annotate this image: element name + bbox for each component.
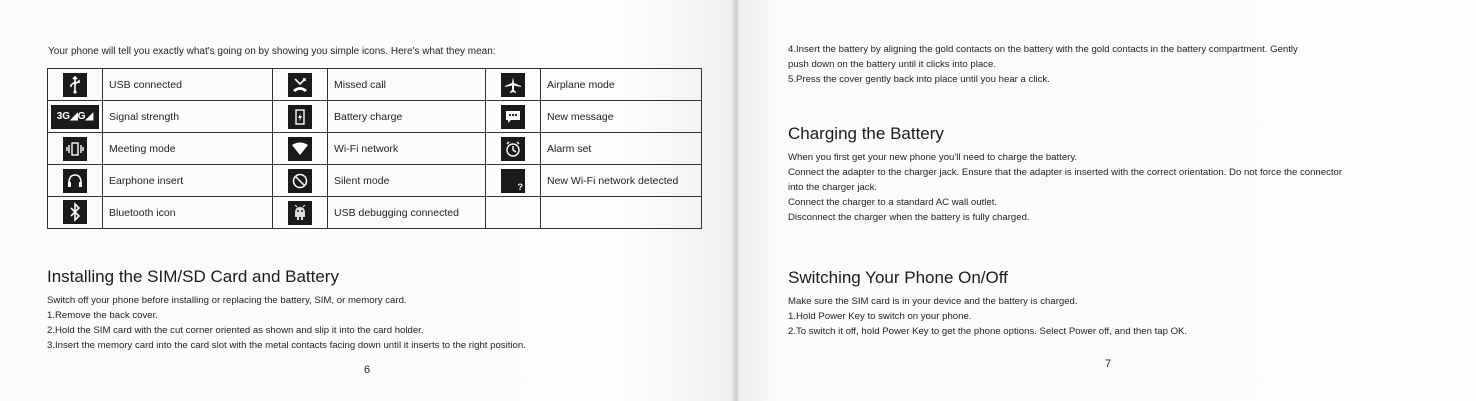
table-cell-icon <box>48 197 103 229</box>
table-cell-label: Signal strength <box>103 101 273 133</box>
battery-insert-steps <box>788 42 1448 87</box>
usb-icon <box>63 73 87 97</box>
table-cell-label: Airplane mode <box>541 69 702 101</box>
table-cell-icon <box>48 101 103 133</box>
charging-line: Connect the charger to a standard AC wall outlet. <box>788 197 998 208</box>
page-number-right: 7 <box>1105 358 1112 370</box>
table-row <box>48 197 702 229</box>
step-line: 5.Press the cover gently back into place until you hear a click. <box>788 74 1050 85</box>
page-number-left: 6 <box>364 364 371 376</box>
switching-line: 1.Hold Power Key to switch on your phone. <box>788 311 972 322</box>
step-line: 4.Insert the battery by aligning the gold contacts on the battery with the gold contacts in the battery compartment. Gently <box>788 44 1298 55</box>
table-cell-label: Silent mode <box>328 165 486 197</box>
charging-line: into the charger jack. <box>788 182 878 193</box>
sim-line: 3.Insert the memory card into the card slot with the metal contacts facing down until it inserts to the right position. <box>47 340 526 351</box>
switching-line: Make sure the SIM card is in your device and the battery is charged. <box>788 296 1078 307</box>
table-row <box>48 69 702 101</box>
charging-section-title: Charging the Battery <box>788 124 944 143</box>
sim-line: 1.Remove the back cover. <box>47 310 158 321</box>
table-cell-icon <box>486 133 541 165</box>
charging-line: When you first get your new phone you'll need to charge the battery. <box>788 152 1078 163</box>
switching-section-title: Switching Your Phone On/Off <box>788 268 1008 287</box>
sim-section <box>47 267 717 353</box>
table-cell-label: USB connected <box>103 69 273 101</box>
table-cell-icon <box>486 165 541 197</box>
charging-line: Connect the adapter to the charger jack. Ensure that the adapter is inserted with the correct orientation. Do not force the connector <box>788 167 1343 178</box>
table-cell-label: Missed call <box>328 69 486 101</box>
table-cell-label: New Wi-Fi network detected <box>541 165 702 197</box>
sim-section-title: Installing the SIM/SD Card and Battery <box>47 267 339 286</box>
table-cell-label: Bluetooth icon <box>103 197 273 229</box>
table-row <box>48 101 702 133</box>
headset-icon <box>63 169 87 193</box>
signal-strength-icon: 3G◢G◢ <box>51 105 99 129</box>
vibrate-icon <box>63 137 87 161</box>
status-icon-table <box>47 68 702 229</box>
battery-charge-icon <box>288 105 312 129</box>
wifi-new-icon: ? <box>501 169 525 193</box>
charging-section <box>788 124 1458 225</box>
switching-section <box>788 268 1458 339</box>
bluetooth-icon <box>63 200 87 224</box>
table-cell-icon <box>273 69 328 101</box>
table-cell-icon <box>486 69 541 101</box>
table-cell-label: Meeting mode <box>103 133 273 165</box>
table-row <box>48 165 702 197</box>
step-line: push down on the battery until it clicks into place. <box>788 59 996 70</box>
silent-icon <box>288 169 312 193</box>
airplane-icon <box>501 73 525 97</box>
page-right <box>738 0 1476 401</box>
table-row <box>48 133 702 165</box>
table-cell-label: Alarm set <box>541 133 702 165</box>
switching-line: 2.To switch it off, hold Power Key to get the phone options. Select Power off, and then tap OK. <box>788 326 1188 337</box>
table-cell-label: New message <box>541 101 702 133</box>
table-cell-icon <box>486 101 541 133</box>
table-cell-icon <box>273 133 328 165</box>
table-cell-empty <box>486 197 541 229</box>
table-cell-icon <box>273 197 328 229</box>
table-cell-icon <box>48 165 103 197</box>
icon-intro-text: Your phone will tell you exactly what's going on by showing you simple icons. Here's what they mean: <box>48 46 496 57</box>
table-cell-icon <box>273 101 328 133</box>
table-cell-icon <box>48 69 103 101</box>
alarm-icon <box>501 137 525 161</box>
charging-line: Disconnect the charger when the battery is fully charged. <box>788 212 1030 223</box>
table-cell-label: Earphone insert <box>103 165 273 197</box>
table-cell-label: Wi-Fi network <box>328 133 486 165</box>
sim-line: 2.Hold the SIM card with the cut corner oriented as shown and slip it into the card holder. <box>47 325 424 336</box>
table-cell-label: USB debugging connected <box>328 197 486 229</box>
table-cell-icon <box>273 165 328 197</box>
missed-call-icon <box>288 73 312 97</box>
table-cell-empty <box>541 197 702 229</box>
table-cell-label: Battery charge <box>328 101 486 133</box>
wifi-icon <box>288 137 312 161</box>
usb-debug-icon <box>288 201 312 225</box>
page-left <box>0 0 736 401</box>
table-cell-icon <box>48 133 103 165</box>
sim-line: Switch off your phone before installing or replacing the battery, SIM, or memory card. <box>47 295 407 306</box>
new-message-icon <box>501 105 525 129</box>
